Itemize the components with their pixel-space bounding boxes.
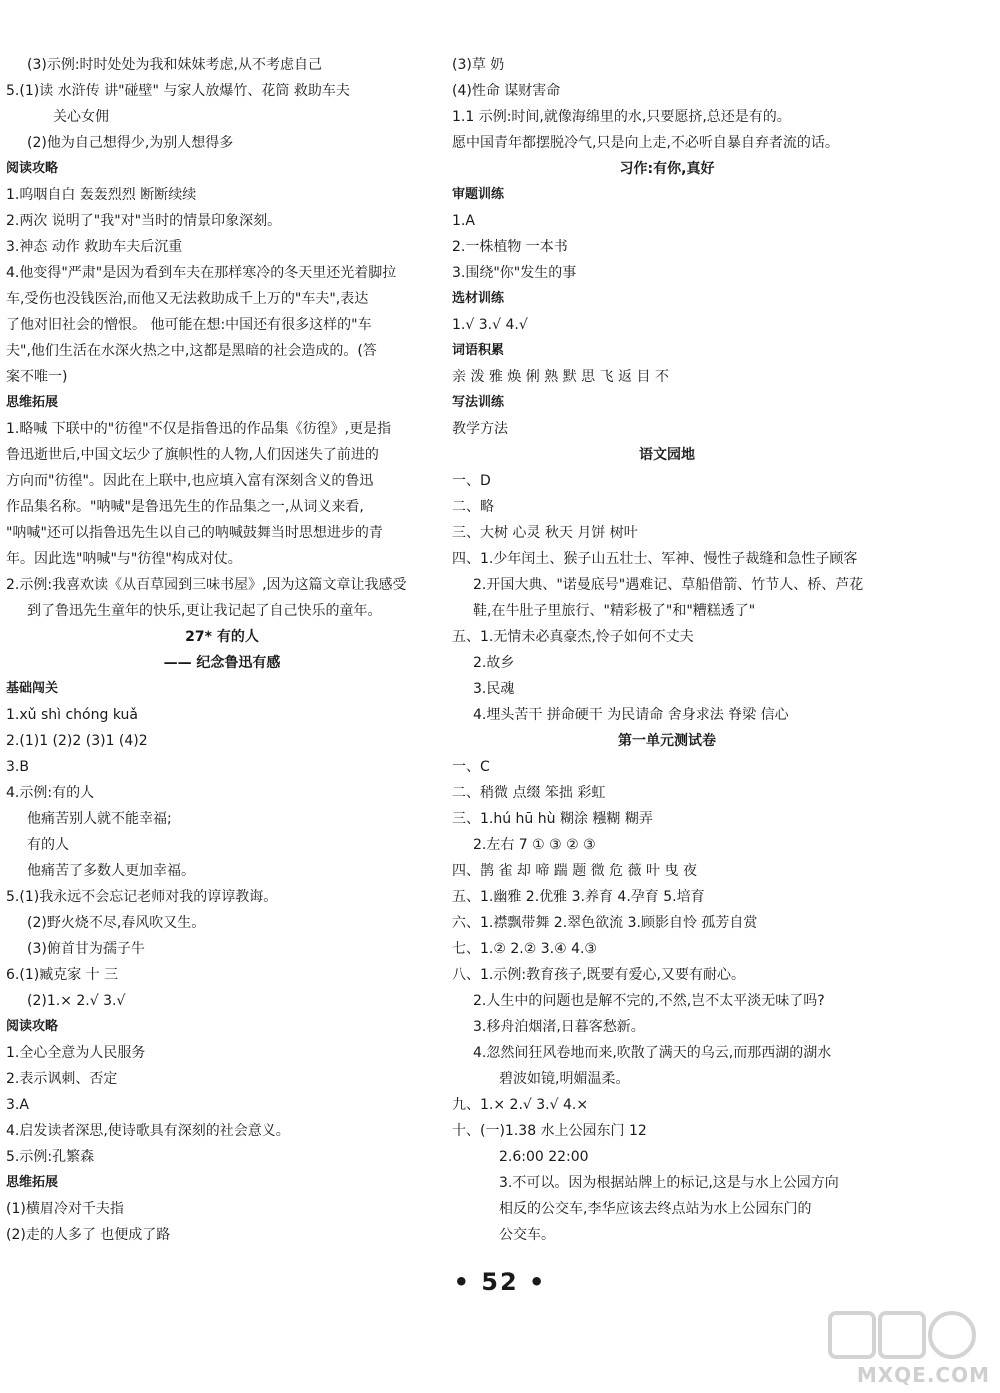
answer-line: 6.(1)臧克家 十 三 [6, 967, 119, 983]
answer-line: 关心女佣 [53, 109, 109, 125]
section-title: 习作:有你,真好 [619, 161, 715, 177]
answer-line: (2)走的人多了 也便成了路 [6, 1227, 171, 1243]
answer-line: 五、1.幽雅 2.优雅 3.养育 4.孕育 5.培育 [452, 889, 705, 905]
answer-line: (4)性命 谋财害命 [452, 83, 561, 99]
answer-line: 车,受伤也没钱医治,而他又无法救助成千上万的"车夫",表达 [6, 291, 369, 307]
answer-line: (2)他为自己想得少,为别人想得多 [27, 135, 234, 151]
section-heading: 审题训练 [452, 187, 505, 202]
section-heading: 思维拓展 [6, 1175, 59, 1190]
answer-line: 3.B [6, 759, 29, 775]
answer-line: 九、1.× 2.√ 3.√ 4.× [452, 1097, 589, 1113]
answer-line: (3)俯首甘为孺子牛 [27, 941, 145, 957]
answer-line: 到了鲁迅先生童年的快乐,更让我记起了自己快乐的童年。 [27, 603, 382, 619]
answer-line: 1.√ 3.√ 4.√ [452, 317, 528, 333]
answer-line: 5.(1)我永远不会忘记老师对我的谆谆教诲。 [6, 889, 278, 905]
answer-line: 教学方法 [452, 421, 508, 437]
answer-line: 案不唯一) [6, 369, 68, 385]
answer-line: 1.全心全意为人民服务 [6, 1045, 146, 1061]
answer-line: "呐喊"还可以指鲁迅先生以自己的呐喊鼓舞当时思想进步的青 [6, 525, 383, 541]
answer-line: 公交车。 [499, 1227, 555, 1243]
answer-line: 了他对旧社会的憎恨。 他可能在想:中国还有很多这样的"车 [6, 317, 372, 333]
answer-line: 4.示例:有的人 [6, 785, 95, 801]
answer-line: 三、大树 心灵 秋天 月饼 树叶 [452, 525, 638, 541]
answer-line: 三、1.hú hū hù 糊涂 糨糊 糊弄 [452, 811, 653, 827]
answer-line: 二、稍微 点缀 笨拙 彩虹 [452, 785, 606, 801]
answer-line: 4.埋头苦干 拼命硬干 为民请命 舍身求法 脊梁 信心 [473, 707, 789, 723]
answer-line: 十、(一)1.38 水上公园东门 12 [452, 1123, 647, 1139]
answer-line: 1.1 示例:时间,就像海绵里的水,只要愿挤,总还是有的。 [452, 109, 791, 125]
right-column [452, 52, 882, 1248]
answer-line: 3.不可以。因为根据站牌上的标记,这是与水上公园方向 [499, 1175, 839, 1191]
section-title: 27* 有的人 [185, 629, 259, 645]
answer-line: 相反的公交车,李华应该去终点站为水上公园东门的 [499, 1201, 812, 1217]
section-heading: 基础闯关 [6, 681, 59, 696]
answer-line: 作品集名称。"呐喊"是鲁迅先生的作品集之一,从词义来看, [6, 499, 364, 515]
answer-line: 鲁迅逝世后,中国文坛少了旗帜性的人物,人们因迷失了前进的 [6, 447, 379, 463]
answer-line: 鞋,在牛肚子里旅行、"精彩极了"和"糟糕透了" [473, 603, 756, 619]
answer-line: 3.移舟泊烟渚,日暮客愁新。 [473, 1019, 645, 1035]
section-heading: 阅读攻略 [6, 161, 59, 176]
answer-line: 方向而"彷徨"。因此在上联中,也应填入富有深刻含义的鲁迅 [6, 473, 374, 489]
answer-line: 他痛苦了多数人更加幸福。 [27, 863, 195, 879]
answer-line: 5.(1)读 水浒传 讲"碰壁" 与家人放爆竹、花筒 救助车夫 [6, 83, 350, 99]
answer-line: 四、1.少年闰土、猴子山五壮士、军神、慢性子裁缝和急性子顾客 [452, 551, 858, 567]
section-heading: 词语积累 [452, 343, 505, 358]
section-heading: 阅读攻略 [6, 1019, 59, 1034]
page-number: • 52 • [453, 1268, 547, 1296]
watermark-logo [810, 1307, 990, 1389]
answer-line: 4.启发读者深思,使诗歌具有深刻的社会意义。 [6, 1123, 290, 1139]
answer-line: 五、1.无情未必真豪杰,怜子如何不丈夫 [452, 629, 694, 645]
watermark-icon [810, 1307, 990, 1367]
answer-line: 2.开国大典、"诺曼底号"遇难记、草船借箭、竹节人、桥、芦花 [473, 577, 864, 593]
watermark-text: MXQE.COM [856, 1363, 990, 1387]
answer-line: 1.xǔ shì chóng kuǎ [6, 707, 138, 723]
answer-line: 二、略 [452, 499, 494, 515]
answer-line: 3.神态 动作 救助车夫后沉重 [6, 239, 183, 255]
answer-line: 碧波如镜,明媚温柔。 [499, 1071, 630, 1087]
answer-line: 3.民魂 [473, 681, 515, 697]
answer-line: 3.A [6, 1097, 29, 1113]
answer-line: 八、1.示例:教育孩子,既要有爱心,又要有耐心。 [452, 967, 745, 983]
answer-line: 四、鹊 雀 却 啼 踹 题 微 危 薇 叶 曳 夜 [452, 863, 697, 879]
answer-line: 一、C [452, 759, 490, 775]
answer-line: (2)1.× 2.√ 3.√ [27, 993, 126, 1009]
answer-line: 2.左右 7 ① ③ ② ③ [473, 837, 596, 853]
answer-line: 5.示例:孔繁森 [6, 1149, 95, 1165]
answer-line: 2.表示讽刺、否定 [6, 1071, 118, 1087]
answer-line: 4.忽然间狂风卷地而来,吹散了满天的乌云,而那西湖的湖水 [473, 1045, 832, 1061]
answer-line: (3)草 奶 [452, 57, 505, 73]
answer-line: 年。因此选"呐喊"与"彷徨"构成对仗。 [6, 551, 242, 567]
answer-line: 1.呜咽自白 轰轰烈烈 断断续续 [6, 187, 197, 203]
answer-line: 有的人 [27, 837, 69, 853]
answer-line: 一、D [452, 473, 491, 489]
answer-line: 2.6:00 22:00 [499, 1149, 589, 1165]
answer-line: 4.他变得"严肃"是因为看到车夫在那样寒冷的冬天里还光着脚拉 [6, 265, 397, 281]
section-heading: 写法训练 [452, 395, 505, 410]
answer-line: 1.略喊 下联中的"彷徨"不仅是指鲁迅的作品集《彷徨》,更是指 [6, 421, 392, 437]
section-heading: 思维拓展 [6, 395, 59, 410]
left-column [6, 52, 438, 1248]
answer-line: 2.(1)1 (2)2 (3)1 (4)2 [6, 733, 148, 749]
answer-line: 七、1.② 2.② 3.④ 4.③ [452, 941, 597, 957]
section-title: 语文园地 [639, 447, 695, 463]
answer-line: 亲 泼 雅 焕 俐 熟 默 思 飞 返 目 不 [452, 369, 669, 385]
answer-line: (2)野火烧不尽,春风吹又生。 [27, 915, 206, 931]
answer-line: 2.示例:我喜欢读《从百草园到三味书屋》,因为这篇文章让我感受 [6, 577, 407, 593]
answer-line: 1.A [452, 213, 475, 229]
answer-line: 2.人生中的问题也是解不完的,不然,岂不太平淡无味了吗? [473, 993, 825, 1009]
section-heading: 选材训练 [452, 291, 505, 306]
answer-line: (3)示例:时时处处为我和妹妹考虑,从不考虑自己 [27, 57, 322, 73]
section-title: —— 纪念鲁迅有感 [163, 655, 281, 671]
answer-line: (1)横眉冷对千夫指 [6, 1201, 124, 1217]
section-title: 第一单元测试卷 [618, 733, 716, 749]
answer-line: 六、1.襟飘带舞 2.翠色欲流 3.顾影自怜 孤芳自赏 [452, 915, 758, 931]
answer-line: 2.故乡 [473, 655, 515, 671]
answer-line: 2.一株植物 一本书 [452, 239, 568, 255]
answer-line: 夫",他们生活在水深火热之中,这都是黑暗的社会造成的。(答 [6, 343, 377, 359]
answer-line: 3.围绕"你"发生的事 [452, 265, 577, 281]
answer-line: 愿中国青年都摆脱冷气,只是向上走,不必听自暴自弃者流的话。 [452, 135, 839, 151]
answer-line: 他痛苦别人就不能幸福; [27, 811, 172, 827]
answer-line: 2.两次 说明了"我"对"当时的情景印象深刻。 [6, 213, 282, 229]
